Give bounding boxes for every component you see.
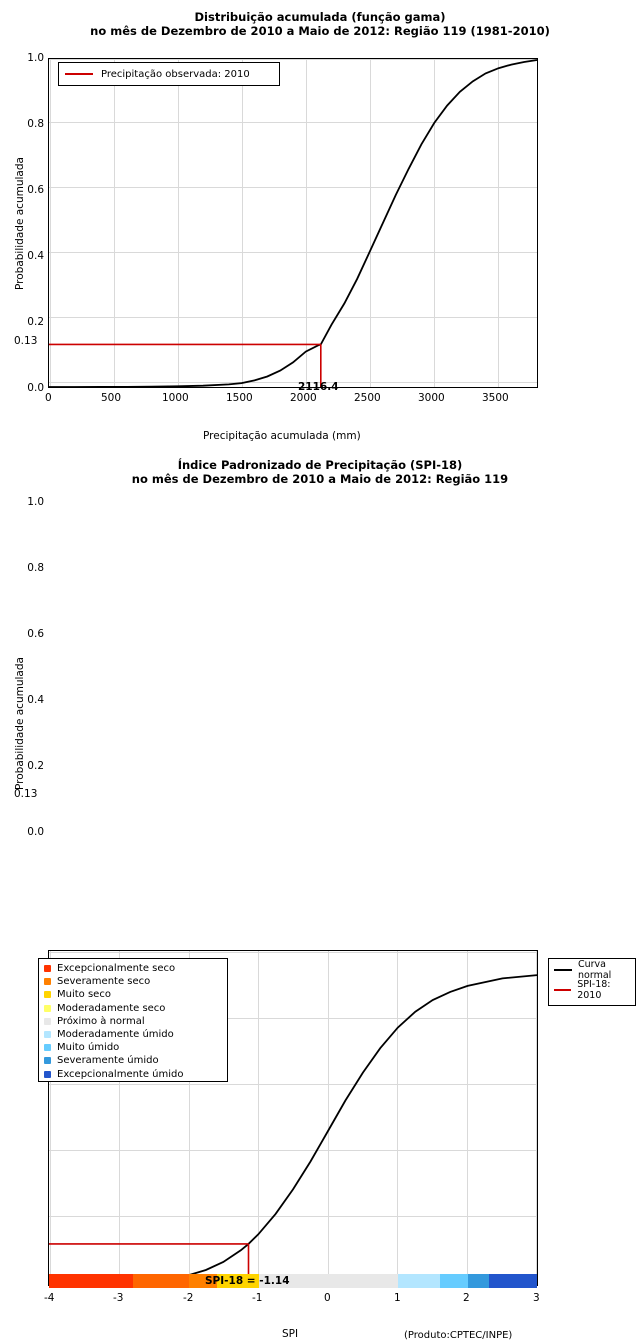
color-swatch-icon [44, 1044, 51, 1051]
top-xtick-7: 3500 [482, 392, 509, 404]
legend-label-observed: Precipitação observada: 2010 [101, 68, 250, 80]
legend-item-proximo-a-normal [44, 1015, 227, 1028]
top-ytick-4: 0.8 [27, 118, 44, 130]
legend-item-spi-2010 [554, 979, 635, 1001]
top-title-line2: no mês de Dezembro de 2010 a Maio de 2012: Região 119 (1981-2010) [90, 24, 550, 38]
legend-label: Excepcionalmente seco [57, 963, 176, 975]
spi-band-moderadamente-umido [398, 1274, 440, 1288]
bottom-ytick-5: 1.0 [27, 496, 44, 508]
color-swatch-icon [44, 978, 51, 985]
cumulative-distribution-panel [0, 0, 640, 450]
legend-item-muito-umido [44, 1041, 227, 1054]
legend-label: normal [578, 970, 612, 981]
red-line-icon [65, 73, 93, 75]
legend-item-moderadamente-seco [44, 1002, 227, 1015]
color-swatch-icon [44, 1031, 51, 1038]
top-xtick-4: 2000 [290, 392, 317, 404]
legend-label: Muito seco [57, 989, 111, 1001]
black-line-icon [554, 969, 572, 971]
top-observed-value-label: 2116.4 [298, 381, 339, 393]
legend-item-excepcionalmente-umido [44, 1068, 227, 1081]
legend-label: Curva [578, 959, 607, 970]
spi-band-muito-umido [440, 1274, 468, 1288]
top-legend [58, 62, 280, 86]
bottom-y-axis-title: Probabilidade acumulada [14, 657, 26, 790]
legend-item-moderadamente-umido [44, 1028, 227, 1041]
spi-panel [0, 450, 640, 1341]
legend-item-severamente-umido [44, 1054, 227, 1067]
bottom-xtick-0: -4 [44, 1292, 55, 1304]
color-swatch-icon [44, 1005, 51, 1012]
spi-value-label: SPI-18 = -1.14 [205, 1275, 290, 1287]
bottom-xtick-2: -2 [183, 1292, 194, 1304]
legend-label: Próximo à normal [57, 1015, 145, 1027]
color-swatch-icon [44, 1057, 51, 1064]
bottom-ytick-1: 0.2 [27, 760, 44, 772]
legend-label: Severamente úmido [57, 1055, 159, 1067]
bottom-x-axis-title: SPI [282, 1328, 299, 1340]
spi-category-legend [38, 958, 228, 1082]
bottom-xtick-3: -1 [252, 1292, 263, 1304]
legend-label: Muito úmido [57, 1042, 120, 1054]
top-xtick-1: 500 [101, 392, 122, 404]
spi-band-excepcionalmente-seco [49, 1274, 133, 1288]
legend-item-curva-normal [554, 959, 635, 981]
color-swatch-icon [44, 1018, 51, 1025]
top-ytick-1: 0.2 [27, 316, 44, 328]
legend-item-severamente-seco [44, 975, 227, 988]
top-ytick-3: 0.6 [27, 184, 44, 196]
top-observed-probability-label: 0.13 [14, 335, 38, 347]
bottom-ytick-3: 0.6 [27, 628, 44, 640]
top-xtick-6: 3000 [418, 392, 445, 404]
color-swatch-icon [44, 1071, 51, 1078]
bottom-title-line2: no mês de Dezembro de 2010 a Maio de 2012: Região 119 [131, 472, 509, 486]
legend-label: SPI-18: 2010 [577, 979, 611, 1001]
top-plot-area [48, 58, 538, 388]
bottom-chart-title [0, 450, 640, 486]
top-x-axis-title: Precipitação acumulada (mm) [203, 430, 361, 442]
spi-band-excepcionalmente-umido [489, 1274, 537, 1288]
top-ytick-0: 0.0 [27, 382, 44, 394]
legend-item-muito-seco [44, 988, 227, 1001]
bottom-ytick-4: 0.8 [27, 562, 44, 574]
source-credit: (Produto:CPTEC/INPE) [404, 1330, 513, 1341]
color-swatch-icon [44, 991, 51, 998]
top-title-line1: Distribuição acumulada (função gama) [194, 10, 446, 24]
top-ytick-5: 1.0 [27, 52, 44, 64]
top-xtick-5: 2500 [354, 392, 381, 404]
top-gamma-curve [49, 59, 537, 387]
bottom-probability-label: 0.13 [14, 788, 38, 800]
red-line-icon [554, 989, 571, 991]
legend-item-observed [59, 63, 279, 85]
bottom-ytick-0: 0.0 [27, 826, 44, 838]
spi-band-severamente-seco [133, 1274, 189, 1288]
spi-band-severamente-umido [468, 1274, 489, 1288]
top-ytick-2: 0.4 [27, 250, 44, 262]
spi-color-bar [49, 1274, 537, 1288]
top-xtick-2: 1000 [162, 392, 189, 404]
bottom-xtick-6: 2 [463, 1292, 470, 1304]
curve-legend [548, 958, 636, 1006]
top-xtick-3: 1500 [226, 392, 253, 404]
bottom-xtick-7: 3 [533, 1292, 540, 1304]
top-chart-title [0, 0, 640, 38]
legend-label: Severamente seco [57, 976, 151, 988]
bottom-ytick-2: 0.4 [27, 694, 44, 706]
top-xtick-0: 0 [45, 392, 52, 404]
legend-item-excepcionalmente-seco [44, 962, 227, 975]
bottom-xtick-1: -3 [113, 1292, 124, 1304]
top-y-axis-title: Probabilidade acumulada [14, 157, 26, 290]
legend-label: Moderadamente seco [57, 1002, 166, 1014]
bottom-xtick-4: 0 [324, 1292, 331, 1304]
legend-label: Moderadamente úmido [57, 1029, 174, 1041]
color-swatch-icon [44, 965, 51, 972]
legend-label: Excepcionalmente úmido [57, 1068, 184, 1080]
bottom-xtick-5: 1 [394, 1292, 401, 1304]
bottom-title-line1: Índice Padronizado de Precipitação (SPI-18) [177, 458, 463, 472]
